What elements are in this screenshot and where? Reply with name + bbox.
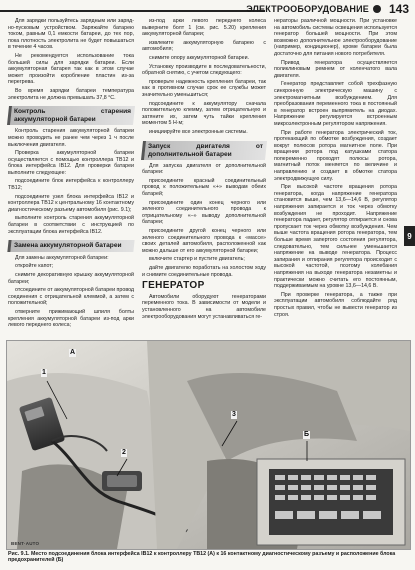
paragraph: откройте капот; <box>15 263 54 270</box>
text-column-2 <box>142 18 266 322</box>
generator-heading: ГЕНЕРАТОР <box>142 280 205 292</box>
paragraph: Не рекомендуется использование тока большей силы для зарядки батареи. Если аккумуляторная батарея так как в этом случае может произойти коробление пластин из-за перегрева. <box>8 52 134 86</box>
figure-photo <box>6 340 411 550</box>
paragraph: При проверке генератора, а также при эксплуатации автомобиля соблюдайте ряд простых правил, чтобы не вывести генератор из строя. <box>274 291 397 318</box>
paragraph: снимите декоративную крышку аккумуляторной батареи; <box>8 272 134 285</box>
paragraph: присоедините другой конец черного или зеленого соединительного провода к «массе» своих деталей автомобиля, расположенной как можно дальше от его аккумуляторной батареи; <box>142 228 266 254</box>
chapter-tab: 9 <box>404 226 415 246</box>
paragraph: инициируйте все электронные системы. <box>149 128 248 135</box>
page-number: 143 <box>388 2 409 16</box>
callout-3: 3 <box>232 411 236 418</box>
paragraph: дайте двигателю поработать на холостом ходу и снимите соединительные провода. <box>142 265 266 278</box>
fuse-block-inset <box>257 459 405 545</box>
text-column-1 <box>8 18 134 331</box>
paragraph: Для замены аккумуляторной батареи: <box>15 254 109 261</box>
paragraph: Привод генератора осуществляется поликлиновым ремнем от коленчатого вала двигателя. <box>274 59 397 79</box>
paragraph: Генератор представляет собой трехфазную синхронную электрическую машину с электромагнитным возбуждением. Для преобразования переменного тока в постоянный в генератор встроен выпрямитель на диодах. Напряжение регулируется встроенным микроэлектронным регулятором напряжения. <box>274 81 397 127</box>
text-column-3 <box>274 18 397 320</box>
paragraph: Автомобили оборудуют генераторами переменного тока. В зависимости от модели и установленного на автомобиле электрооборудования могут устанавливаться ге- <box>142 293 266 320</box>
paragraph: Установку производите в последовательности, обратной снятию, с учетом следующего: <box>142 63 266 77</box>
paragraph: При высокой частоте вращения ротора генератора, когда напряжение генератора становится выше, чем 13,6—14,6 В, регулятор напряжения запирается и ток через обмотку возбуждения не проходит. Напряжение генератора падает, регулятор отпирается и снова пропускает ток через обмотку возбуждения. Чем выше частота вращения ротора генератора, тем больше время запертого состояния регулятора, следовательно, тем сильнее уменьшается напряжение на выводе генератора. Процесс запирания и отпирания регулятора происходит с высокой частотой, поэтому колебания напряжения на выходе генератора незаметны и практически можно считать его постоянным, поддерживаемым на уровне 13,6—14,6 В. <box>274 184 397 290</box>
section-heading-text: Замена аккумуляторной батареи <box>14 242 122 250</box>
page-header <box>0 4 415 18</box>
publisher-logo: BENT·AUTO <box>11 541 40 546</box>
section-heading-battery-aging <box>7 106 135 125</box>
diagnostic-connector <box>102 471 142 491</box>
paragraph: При работе генератора электрический ток, протекающий по обмотке возбуждения, создает вокруг полюсов ротора магнитное поле. При вращении ротора под катушками статора попеременно проходят полюсы ротора, магнитный поток меняется по величине и направлению и создает в обмотке статора электродвижущую силу. <box>274 129 397 182</box>
section-heading-text: Запуск двигателя от дополнительной батареи <box>148 142 263 158</box>
figure-label-a: А <box>70 349 76 356</box>
paragraph: подсоедините к аккумулятору сначала положительную клемму, затем отрицательную и затяните их, затем чуть тайки крепления моментом 5 Н·м; <box>142 100 266 127</box>
section-title: ЭЛЕКТРООБОРУДОВАНИЕ <box>246 4 369 14</box>
section-heading-jump-start <box>141 141 267 160</box>
section-heading-text: Контроль старения аккумуляторной батареи <box>14 108 131 123</box>
paragraph: снимите опору аккумуляторной батареи. <box>149 54 250 61</box>
paragraph: проверьте надежность крепления батареи, так как в противном случае срок ее службы может значительно уменьшиться; <box>142 78 266 98</box>
paragraph: присоедините один конец черного или зеленого соединительного провода к отрицательному «–» выводу дополнительной батареи; <box>142 199 266 226</box>
callout-1: 1 <box>42 369 46 376</box>
paragraph: включите стартер и пустите двигатель; <box>149 256 245 263</box>
paragraph: нераторы различной мощности. При установке на автомобиль системы освещения используется генератор большей мощности. При этом возможно дополнительное электрооборудование (например, кондиционер), кроме батареи была достаточно для питания нового потребителя. <box>274 18 397 57</box>
figure-label-b: Б <box>304 431 310 438</box>
paragraph: Контроль старения аккумуляторной батареи можно проводить не ранее чем через 1 ч после выключения двигателя. <box>8 128 134 148</box>
paragraph: отверните прижимающий шпиля болты крепления аккумуляторной батареи из-под арки левого переднего колеса; <box>8 308 134 329</box>
paragraph: Проверка аккумуляторной батареи осуществляется с помощью контроллера TB12 и блока интерфейса IB12. Для проверки батареи выполните следующее: <box>8 150 134 176</box>
paragraph: выполните контроль старения аккумуляторной батареи в соответствии с инструкцией по эксплуатации блока интерфейса IB12. <box>8 215 134 235</box>
paragraph: извлеките аккумуляторную батарею с автомобиля; <box>142 39 266 53</box>
paragraph: отсоедините от аккумуляторной батареи провод соединения с отрицательной клеммой, а затем с положительной; <box>8 287 134 307</box>
paragraph: Во время зарядки батареи температура электролита не должна превышать 37,8 °С. <box>8 87 134 101</box>
header-rule <box>0 10 265 12</box>
paragraph: подсоедините узел блока интерфейса IB12 и контроллера TB12 к центральному 16 контактному диагностическому разъему автомобиля (рис. 9.1); <box>8 193 134 213</box>
paragraph: из-под арки левого переднего колеса выверните болт 1 (см. рис. 5.20) крепления аккумуляторной батареи; <box>142 18 266 38</box>
header-bullet-icon <box>373 5 381 13</box>
paragraph: Для запуска двигателя от дополнительной батареи: <box>142 162 266 176</box>
paragraph: присоедините красный соединительный провод к положительным «+» выводам обеих батарей; <box>142 177 266 198</box>
dashboard-photo-illustration <box>7 341 410 549</box>
callout-2: 2 <box>122 449 126 456</box>
paragraph: подсоедините блок интерфейса к контроллеру TB12; <box>8 178 134 192</box>
section-heading-battery-replacement <box>7 240 134 252</box>
paragraph: Для зарядки пользуйтесь зарядным или заряд-но-пусковым устройством. Заряжайте батарею током, равным 0,1 емкости батареи, до тех пор, пока плотность электролита не будет повышаться в течение 4 часов. <box>8 18 134 51</box>
figure-caption: Рис. 9.1. Место подсоединения блока интерфейса IB12 к контроллеру TB12 (А) к 16 контактному диагностическому разъему и расположение блока предохранителей (Б) <box>8 551 396 564</box>
